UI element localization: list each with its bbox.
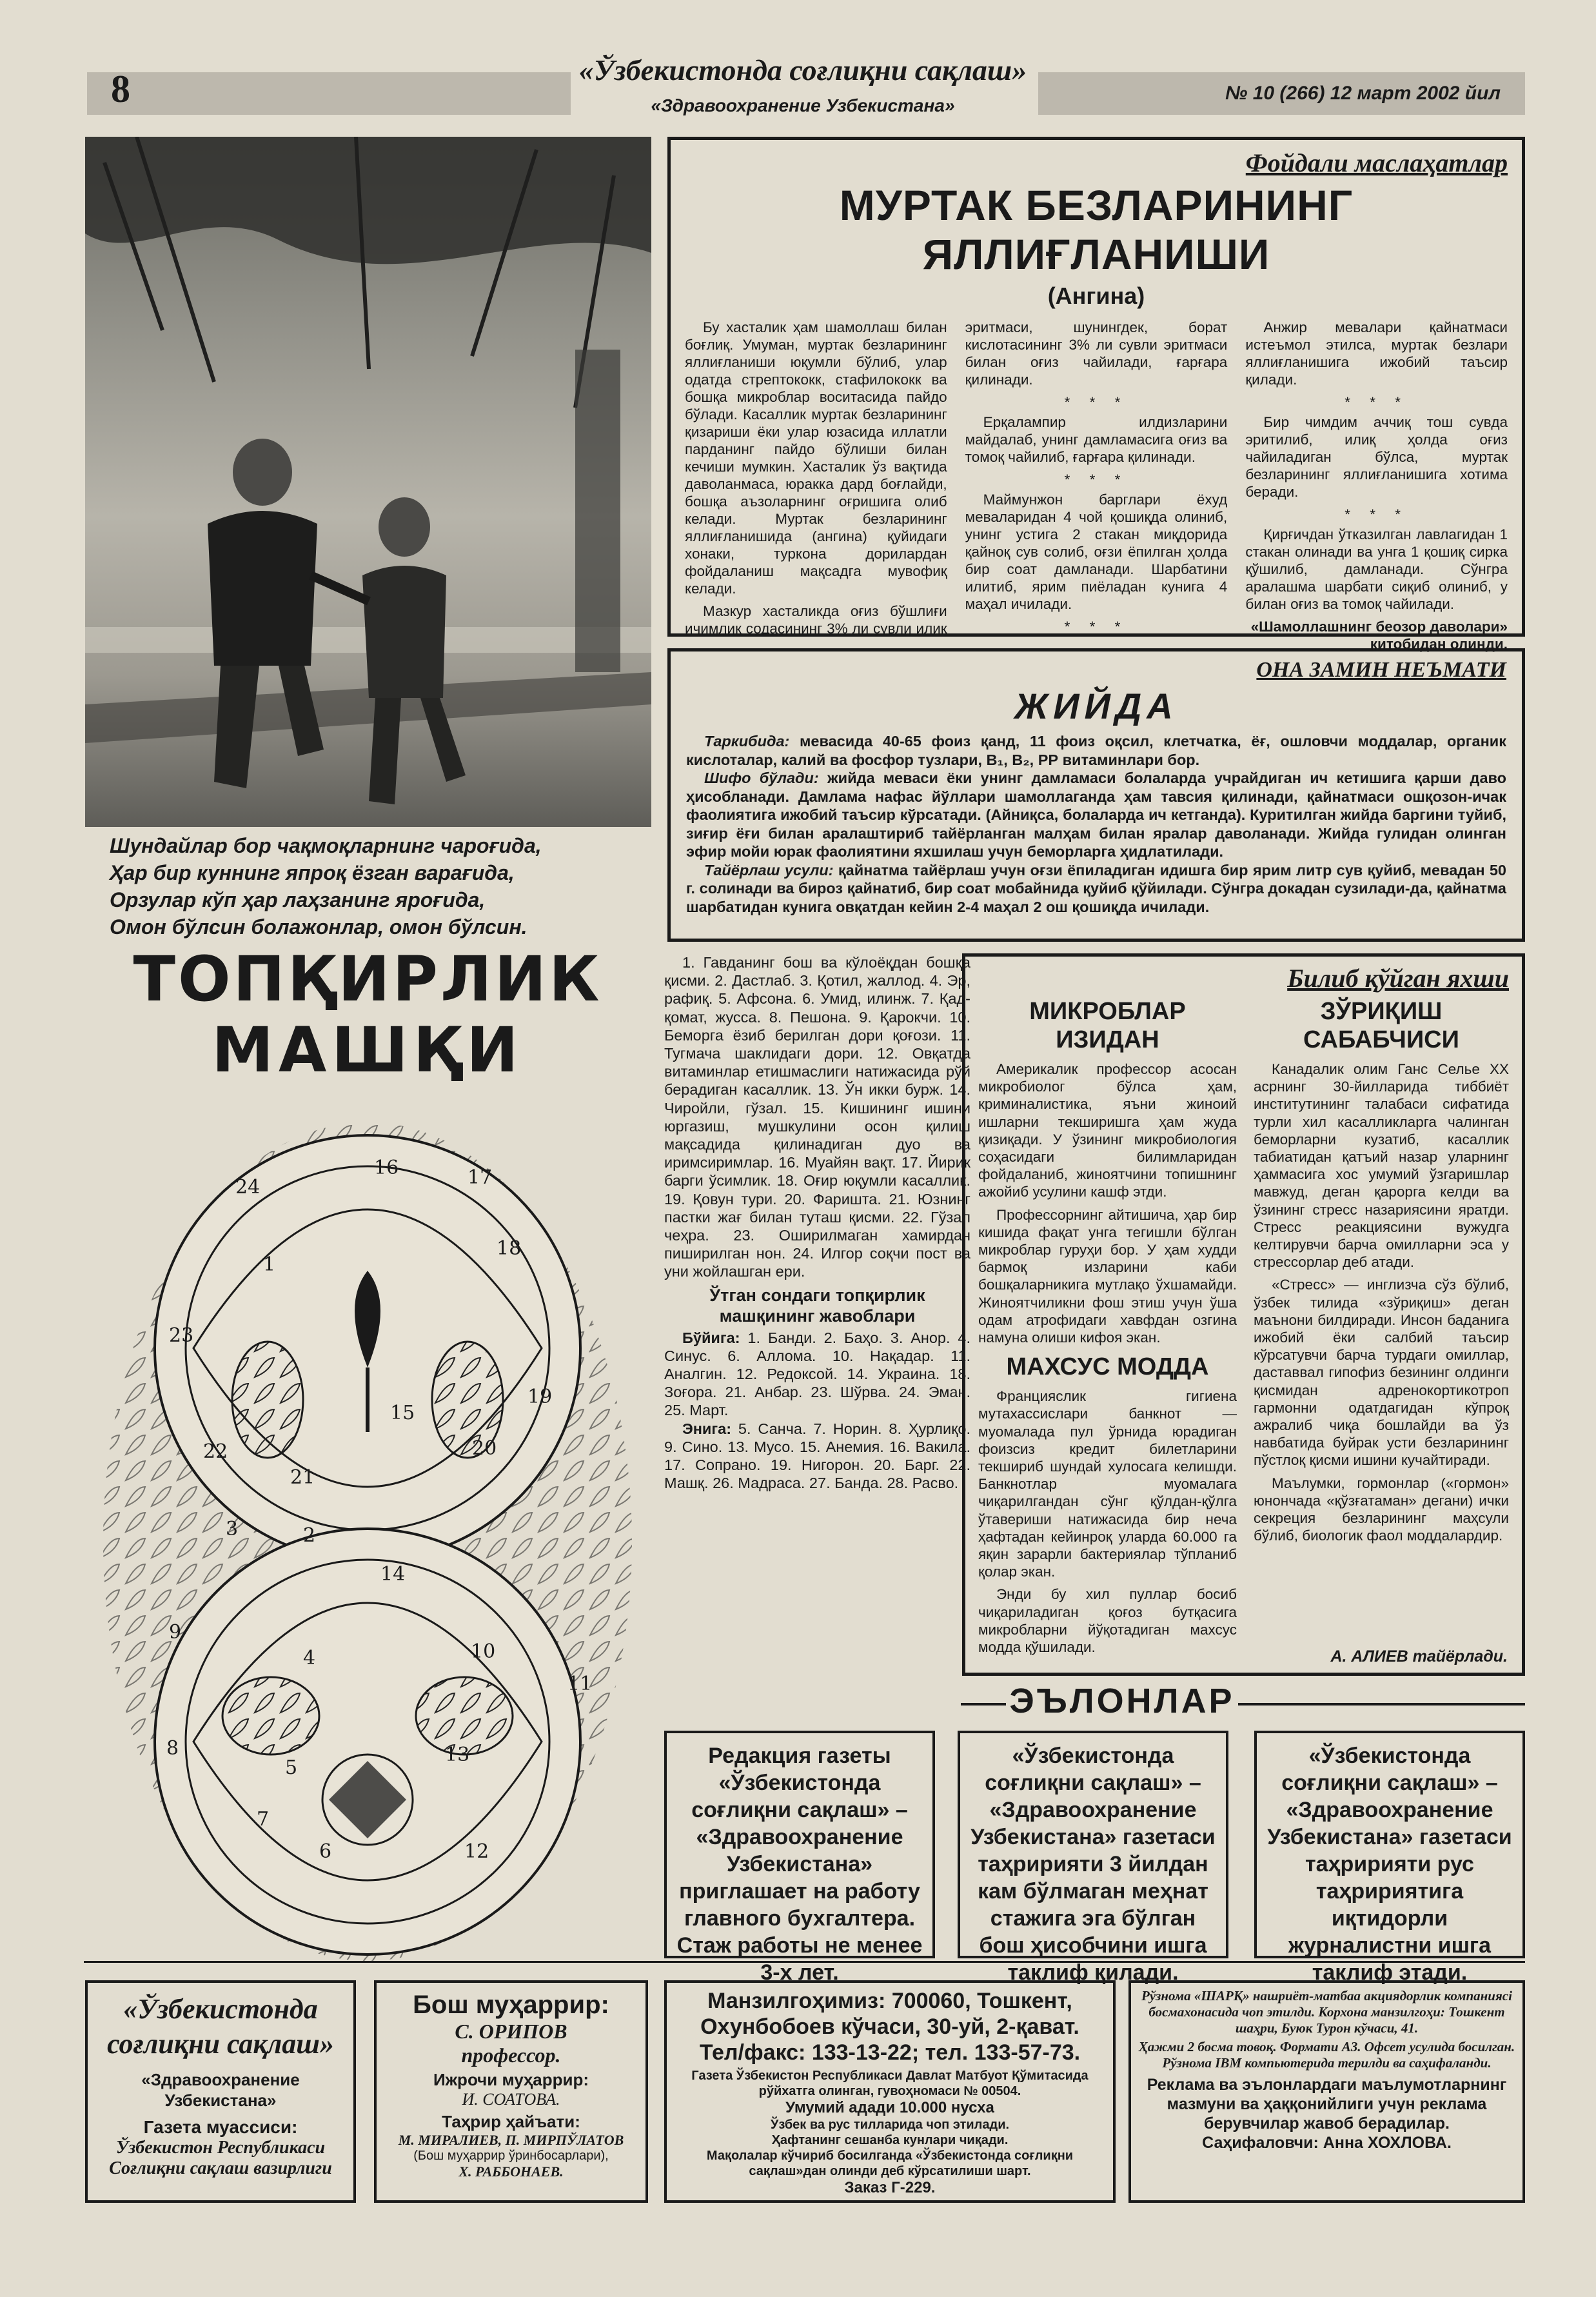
across-answers: 1. Банди. 2. Баҳо. 3. Анор. 4. Синус. 6. Аллома. 10. Нақадар. 11. Аналгин. 12. Редоксой. 14. Украина. 18. Зоғора. 21. Анбар. 23. Шўрва. 24. Эман. 25. Март. bbox=[664, 1329, 970, 1419]
article-subtitle: (Ангина) bbox=[1047, 283, 1145, 309]
paragraph: Бу хасталик ҳам шамоллаш билан боғлиқ. Умуман, муртак безларининг яллиғланиши юқумли бўлиб, улар одатда стрептококк, стафилококк ва бошқа микроблар воситасида пайдо бўлади. Касаллик муртак безларининг қизариши ёки улар юзасида иллатли парданинг пайдо бўлиши билан кечиши мумкин. Хасталик ўз вақтида даволанмаса, юракка дард боғлайди, бошқа аъзоларнинг оғришига олиб келади. Муртак безларининг яллиғланишида (ангина) қуйидаги хонаки, туркона дорилардан фойдаланиш мақсадга мувофиқ келади. bbox=[685, 319, 947, 597]
cell-number: 6 bbox=[319, 1840, 332, 1863]
cell-number: 7 bbox=[257, 1808, 270, 1831]
cell-number: 2 bbox=[303, 1524, 316, 1547]
article-title: ЖИЙДА bbox=[1014, 686, 1178, 726]
separator: * * * bbox=[1064, 472, 1128, 488]
prep-text: қайнатма тайёрлаш учун оғзи ёпиладиган идишга бир ярим литр сув қуйиб, мевадан 50 г. солинади ва бироз қайнатиб, бир соат мобайнида қуйиб қўйилади. Сўнгра докадан сузилади-да, қайнатма шарбатидан кунига овқатдан кейин 2-4 маҳал 2 ош қошиқда ичилади. bbox=[686, 861, 1506, 915]
cell-number: 3 bbox=[226, 1518, 239, 1540]
footer-address-box bbox=[664, 1980, 1116, 2203]
phones: Тел/факс: 133-13-22; тел. 133-57-73. bbox=[699, 2040, 1081, 2065]
healing-label: Шифо бўлади: bbox=[704, 770, 819, 786]
cell-number: 23 bbox=[169, 1324, 194, 1347]
stress-title: ЗЎРИҚИШ САБАБЧИСИ bbox=[1303, 998, 1459, 1053]
address: Манзилгоҳимиз: 700060, Тошкент, Охунбобоев кўчаси, 30-уй, 2-қават. bbox=[700, 1989, 1079, 2039]
registration: Газета Ўзбекистон Республикаси Давлат Матбуот Қўмитасида рўйхатга олинган, гувоҳномаси № 00504. bbox=[691, 2069, 1089, 2098]
cell-number: 14 bbox=[380, 1563, 406, 1586]
crossword-title-line: ТОПҚИРЛИК bbox=[133, 943, 602, 1015]
separator: * * * bbox=[1345, 394, 1409, 410]
article-body bbox=[686, 732, 1506, 916]
photo-drawing bbox=[85, 137, 651, 827]
ad-box: Редакция газеты «Ўзбекистонда соғлиқни сақлаш» – «Здравоохранение Узбекистана» приглашает на работу главного бухгалтера. Стаж работы не менее 3-х лет. bbox=[664, 1731, 935, 1958]
crossword-clues bbox=[664, 953, 970, 1492]
cell-number: 20 bbox=[472, 1437, 497, 1460]
ads-rule-right bbox=[1238, 1703, 1525, 1705]
down-answers: 5. Санча. 7. Норин. 8. Ҳурлиқо. 9. Сино. 13. Мусо. 15. Анемия. 16. Вакила. 17. Сопрано. 19. Нигорон. 20. Барг. 22. Машқ. 26. Мадраса. 27. Банда. 28. Расво. bbox=[664, 1420, 970, 1492]
printer-info: Рўзнома «ШАРҚ» нашриёт-матбаа акциядорлик компаниясi босмахонасида чоп этилди. Корхона манзилгоҳи: Тошкент шаҳри, Буюк Турон кўчаси, 41. bbox=[1141, 1988, 1512, 2036]
footer-logo-subtitle: «Здравоохранение Узбекистана» bbox=[141, 2070, 300, 2110]
paragraph: Профессорнинг айтишича, ҳар бир кишида фақат унга тегишли бўлган микроблар гуруҳи бор. У ҳам худди бармоқ изларини каби бошқаларникига мутлақо ўхшамайди. Жиноятчиликни фош этиш учун ўша одам атрофидаги хавфдан озгина намуна олиши кифоя экан. bbox=[978, 1206, 1237, 1346]
photo-caption bbox=[110, 832, 651, 940]
prep-label: Тайёрлаш усули: bbox=[704, 861, 834, 879]
disclaimer: Реклама ва эълонлардаги маълумотларнинг мазмуни ва ҳаққонийлиги учун реклама берувчилар жавоб берадилар. bbox=[1147, 2076, 1507, 2133]
crossword-board bbox=[97, 1097, 658, 1961]
header-bar-left bbox=[87, 72, 571, 115]
board-names: М. МИРАЛИЕВ, П. МИРПЎЛАТОВ bbox=[398, 2132, 624, 2148]
paragraph: Маълумки, гормонлар («гормон» юнончада «қўзғатаман» дегани) ички секреция безларининг маҳсули бўлиб, биологик фаол моддалардир. bbox=[1253, 1475, 1509, 1544]
cell-number: 24 bbox=[235, 1176, 261, 1198]
microbes-title: МИКРОБЛАР ИЗИДАН bbox=[1029, 998, 1186, 1053]
children-photo bbox=[85, 137, 651, 827]
across-label: Бўйига: bbox=[682, 1329, 740, 1346]
caption-line: Шундайлар бор чақмоқларнинг чароғида, bbox=[110, 834, 542, 857]
ad-box: «Ўзбекистонда соғлиқни сақлаш» – «Здравоохранение Узбекистана» газетаси таҳририяти 3 йилдан кам бўлмаган меҳнат стажига эга бўлган бош ҳисобчини ишга таклиф қилади. bbox=[958, 1731, 1228, 1958]
footer-logo-box bbox=[85, 1980, 356, 2203]
composition-text: мевасида 40-65 фоиз қанд, 11 фоиз оқсил, клетчатка, ёғ, ошловчи моддалар, органик кислоталар, калий ва фосфор тузлари, В₁, В₂, РР витаминлари бор. bbox=[686, 733, 1507, 768]
board-label: Таҳрир ҳайъати: bbox=[442, 2112, 580, 2131]
masthead-title: «Ўзбекистонда соғлиқни сақлаш» bbox=[578, 54, 1027, 86]
cell-number: 1 bbox=[263, 1253, 276, 1276]
cell-number: 17 bbox=[468, 1166, 493, 1189]
footer-logo-title: «Ўзбекистонда соғлиқни сақлаш» bbox=[107, 1993, 334, 2060]
footer-rule bbox=[84, 1961, 1525, 1963]
separator: * * * bbox=[1064, 394, 1128, 410]
issue-info: № 10 (266) 12 март 2002 йил bbox=[1225, 83, 1501, 104]
answers-title: Ўтган сондаги топқирлик машқининг жавоблари bbox=[709, 1285, 925, 1326]
paragraph: Америкалик профессор асосан микробиолог бўлса ҳам, криминалистика, яъни жиноий ишларни текширишга ҳам жуда қизиқади. У ўзининг микробиология соҳасидаги билимларидан фойдаланиб, жиноятчини топишнинг ажойиб усулини кашф этди. bbox=[978, 1061, 1237, 1200]
separator: * * * bbox=[1064, 619, 1128, 635]
article-author: А. АЛИЕВ тайёрлади. bbox=[1330, 1647, 1508, 1666]
jiyda-article bbox=[667, 648, 1525, 942]
format-info: Ҳажми 2 босма товоқ. Формати А3. Офсет усулида босилган. Рўзнома IBM компьютерида терилди ва саҳифаланди. bbox=[1138, 2039, 1515, 2071]
healing-text: жийда меваси ёки унинг дамламаси болаларда учрайдиган ич кетишига қарши даво ҳисобланади. Дамлама нафас йўллари шамоллаганда ҳам тавсия қилинади, қайнатмаси ошқозон-ичак фаолиятига ижобий таъсир кўрсатади. (Айниқса, болаларда ич кетганда). Куритилган жийда баргини туйиб, зиғир ёғи билан аралаштириб тайёрланган малҳам билан яралар даволанади. Жийда гулидан олинган эфир мойи юрак фаолиятини яхшилаш учун беморларга ҳидлатилади. bbox=[686, 770, 1507, 860]
paragraph: Ерқалампир илдизларини майдалаб, унинг дамламасига оғиз ва томоқ чайилиб, ғарғара қилинади. bbox=[965, 414, 1228, 465]
cell-number: 15 bbox=[390, 1402, 415, 1424]
crossword-title bbox=[97, 943, 638, 1086]
rubric-label: ОНА ЗАМИН НЕЪМАТИ bbox=[1256, 658, 1506, 682]
order-number: Заказ Г-229. bbox=[844, 2179, 936, 2196]
rubric-label: Фойдали маслаҳатлар bbox=[1245, 148, 1508, 177]
ad-box: «Ўзбекистонда соғлиқни сақлаш» – «Здравоохранение Узбекистана» газетаси таҳририяти рус таҳририятига иқтидорли журналистни ишга таклиф этади. bbox=[1254, 1731, 1525, 1958]
cell-number: 21 bbox=[290, 1466, 315, 1489]
layout-editor: Саҳифаловчи: Анна ХОХЛОВА. bbox=[1202, 2134, 1452, 2152]
cell-number: 12 bbox=[464, 1840, 489, 1863]
article-source: «Шамоллашнинг беозор даволари» китобидан олинди. bbox=[1250, 619, 1508, 652]
cell-number: 22 bbox=[203, 1440, 228, 1463]
article-body bbox=[685, 319, 1508, 654]
ads-title: ЭЪЛОНЛАР bbox=[1009, 1682, 1235, 1720]
board-last: Х. РАББОНАЕВ. bbox=[458, 2163, 564, 2180]
footer-editors-box bbox=[374, 1980, 648, 2203]
cell-number: 16 bbox=[374, 1157, 399, 1179]
cell-number: 5 bbox=[285, 1756, 298, 1779]
footer-print-box bbox=[1128, 1980, 1525, 2203]
composition-label: Таркибида: bbox=[704, 733, 790, 750]
crossword-title-line: МАШҚИ bbox=[212, 1014, 524, 1086]
down-label: Энига: bbox=[682, 1420, 732, 1437]
separator: * * * bbox=[1345, 506, 1409, 522]
clues-text: 1. Гавданинг бош ва кўлоёқдан бошқа қисми. 2. Дастлаб. 3. Қотил, жаллод. 4. Эр, рафиқ. 5. Афсона. 6. Умид, илинж. 7. Қад-қомат, жусса. 8. Пешона. 9. Қарокчи. 10. Беморга ёзиб берилган дори қоғози. 11. Тугмача шаклидаги дори. 12. Овқатда витаминлар етишмаслиги натижасида рўй берадиган касаллик. 13. Ўн икки бурж. 14. Чиройли, гўзал. 15. Кишининг ишини юргазиш, мушкулини осон қилиш мақсадида қилинадиган дуо ва иримсиримлар. 16. Муайян вақт. 17. Йирик барги ўсимлик. 18. Оғир юқумли касаллик. 19. Қовун тури. 20. Фаришта. 21. Юзнинг пастки жағ билан туташ қисми. 22. Гўзал чеҳра. 23. Оширилмаган хамирдан пиширилган нон. 24. Илгор соқчи пост ва уни жойлашган ери. bbox=[664, 954, 970, 1280]
editor-name: С. ОРИПОВ bbox=[455, 2020, 567, 2043]
bilib-article bbox=[962, 953, 1525, 1676]
citation: Мақолалар кўчириб босилганда «Ўзбекистонда соғлиқни сақлаш»дан олинди деб кўрсатилиши шарт. bbox=[706, 2149, 1074, 2178]
paragraph: Маймунжон барглари ёхуд меваларидан 4 чой қошиқда олиниб, унинг устига 2 стакан миқдорида қайноқ сув солиб, оғзи ёпилган ҳолда бир соат дамланади. Шарбатини илитиб, ярим пиёладан кунига 4 маҳал ичилади. bbox=[965, 492, 1228, 612]
circulation: Умумий адади 10.000 нусха bbox=[785, 2099, 994, 2116]
cell-number: 19 bbox=[527, 1386, 553, 1408]
masthead-subtitle: «Здравоохранение Узбекистана» bbox=[651, 95, 955, 115]
exec-name: И. СОАТОВА. bbox=[462, 2090, 560, 2109]
paragraph: Бир чимдим аччиқ тош сувда эритилиб, илиқ ҳолда оғиз чайиладиган бўлса, муртак безларининг яллиғланишига хотима беради. bbox=[1245, 414, 1508, 500]
rubric-label: Билиб қўйган яхши bbox=[1287, 964, 1509, 993]
schedule: Ҳафтанинг сешанба кунлари чиқади. bbox=[771, 2133, 1009, 2147]
article-title: МУРТАК БЕЗЛАРИНИНГ ЯЛЛИҒЛАНИШИ bbox=[839, 181, 1354, 278]
founder-label: Газета муассиси: bbox=[143, 2117, 298, 2137]
special-title: МАХСУС МОДДА bbox=[1006, 1353, 1209, 1381]
exec-label: Ижрочи муҳаррир: bbox=[433, 2070, 589, 2089]
paragraph: Энди бу хил пуллар босиб чиқариладиган қоғоз бутқасига микробларни йўқотадиган махсус модда қўшилади. bbox=[978, 1586, 1237, 1656]
paragraph: «Стресс» — инглизча сўз бўлиб, ўзбек тилида «зўриқиш» деган маънони билдиради. Инсон баданига ижобий ёки салбий таъсир кўрсатувчи барча турдаги омиллар, даставвал гипофиз безининг олдинги қисмидан адренокортикотроп гармонни одатдагидан кўпроқ ажралиб чиқа бошлайди ва ўз навбатида буйрак усти безларининг пўстлоқ қисми ишини кучайтиради. bbox=[1253, 1277, 1509, 1469]
languages: Ўзбек ва рус тилларида чоп этилади. bbox=[770, 2118, 1010, 2132]
page-number: 8 bbox=[111, 68, 130, 110]
editor-label: Бош муҳаррир: bbox=[413, 1991, 609, 2019]
cell-number: 18 bbox=[497, 1237, 522, 1260]
paragraph: Францияслик гигиена мутахассислари банкнот — муомалада пул ўрнида юрадиган фоизсиз кредит билетларини текшириб шундай хулосага келишди. Банкнотлар муомалага чиқарилгандан сўнг қўлдан-қўлга ўтавериши натижасида бир неча ҳафтадан кейинроқ уларда 60.000 га яқин зарарли бактериялар тўпланиб қолар экан. bbox=[978, 1388, 1237, 1580]
cell-number: 8 bbox=[166, 1737, 179, 1760]
cell-number: 4 bbox=[303, 1647, 316, 1669]
founder-name: Ўзбекистон Республикаси Соғлиқни сақлаш вазирлиги bbox=[109, 2138, 332, 2178]
cell-number: 9 bbox=[169, 1621, 182, 1644]
paragraph: Мазкур хасталикда оғиз бўшлиғи ичимлик содасининг 3% ли сувли илиқ эритмаси, шунингдек, борат кислотасининг 3% ли сувли эритмаси билан оғиз чайилади, ғарғара қилинади. bbox=[685, 319, 1228, 637]
paragraph: Канадалик олим Ганс Селье XX асрнинг 30-йилларида тиббиёт институтининг талабаси сифатида турли хил касалликларга чалинган беморларни кузатиб, касаллик табиатидан қатъий назар уларнинг ҳаммасига хос умумий ўзгаришлар мавжуд, деган қарорга келди ва ўзининг стресс назариясини яратди. Стресс реакциясини вужудга келтирувчи барча омилларни эса у стрессорлар деб атади. bbox=[1253, 1061, 1509, 1271]
caption-line: Орзулар кўп ҳар лаҳзанинг яроғида, bbox=[110, 888, 486, 911]
cell-number: 13 bbox=[445, 1744, 470, 1766]
caption-line: Ҳар бир куннинг япроқ ёзган варағида, bbox=[110, 861, 515, 884]
caption-line: Омон бўлсин болажонлар, омон бўлсин. bbox=[110, 915, 527, 939]
paragraph: Анжир мевалари қайнатмаси истеъмол этилса, муртак безлари яллиғланишига ижобий таъсир қилади. bbox=[1245, 319, 1508, 388]
editor-title: профессор. bbox=[461, 2043, 561, 2067]
cell-number: 11 bbox=[567, 1673, 593, 1695]
paragraph: Қирғичдан ўтказилган лавлагидан 1 стакан олинади ва унга 1 қошиқ сирка қўшилиб, дамланади. Сўнгра аралашма шарбати сиқиб олиниб, у билан оғиз ва томоқ чайилади. bbox=[1245, 526, 1508, 612]
angina-article bbox=[667, 137, 1525, 652]
cell-number: 10 bbox=[471, 1640, 496, 1663]
bilib-left-column bbox=[978, 997, 1237, 1661]
bilib-right-column bbox=[1254, 997, 1509, 1661]
board-note: (Бош муҳаррир ўринбосарлари), bbox=[413, 2149, 609, 2163]
